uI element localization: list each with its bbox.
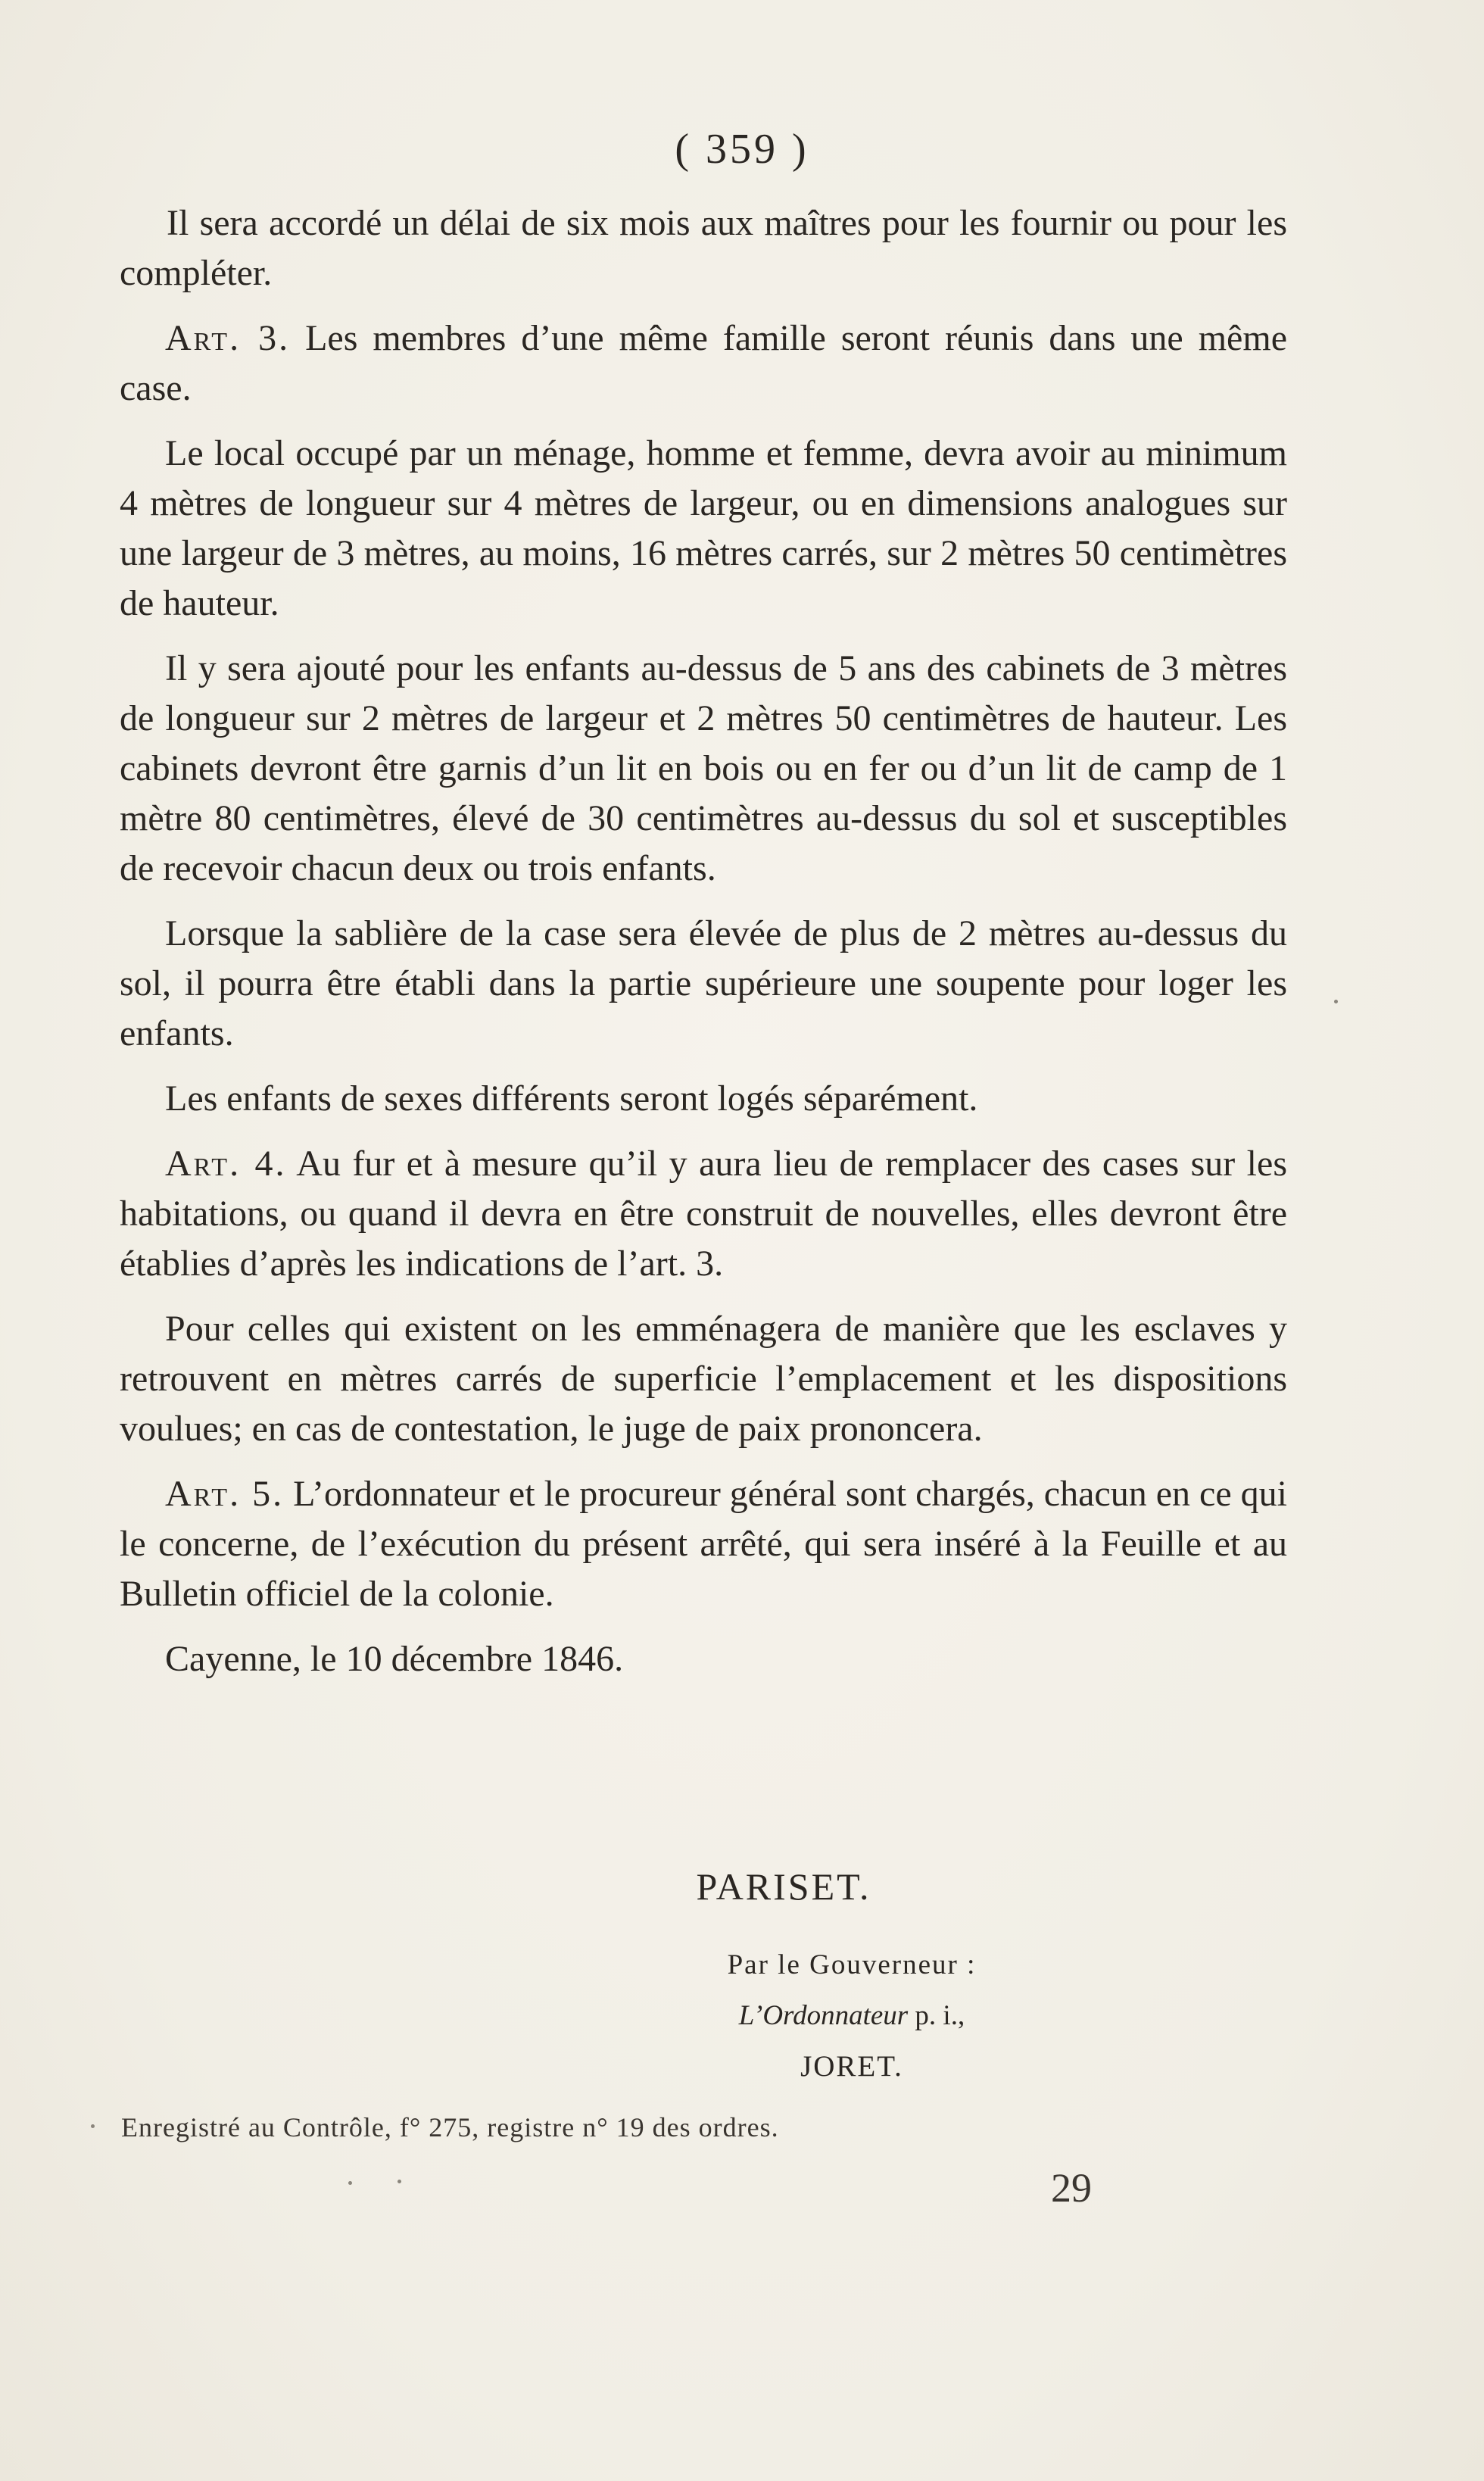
paragraph	[120, 1304, 1287, 1454]
article-label: Art. 5.	[165, 1474, 285, 1514]
paragraph-text: Au fur et à mesure qu’il y aura lieu de remplacer des cases sur les habitations, ou quand il devra en être construit de nouvelles, elles devront être établies d’après les indications de l’art. 3.	[120, 1144, 1287, 1284]
paragraph	[120, 909, 1287, 1059]
paragraph-text: Le local occupé par un ménage, homme et femme, devra avoir au minimum 4 mètres de longueur sur 4 mètres de largeur, ou en dimensions analogues sur une largeur de 3 mètres, au moins, 16 mètres carrés, sur 2 mètres 50 centimètres de hauteur.	[120, 433, 1287, 623]
page-number: ( 359 )	[675, 126, 809, 173]
paper-speck	[348, 2181, 352, 2185]
paper-speck	[91, 2124, 95, 2128]
ordonnateur-title: L’Ordonnateur	[738, 2000, 909, 2031]
paragraph-text: Il y sera ajouté pour les enfants au-dessus de 5 ans des cabinets de 3 mètres de longueur sur 2 mètres de largeur et 2 mètres 50 centimètres de hauteur. Les cabinets devront être garnis d’un lit en bois ou en fer ou d’un lit de camp de 1 mètre 80 centimètres, élevé de 30 centimètres au-dessus du sol et susceptibles de recevoir chacun deux ou trois enfants.	[120, 648, 1287, 888]
paper-speck	[1334, 1000, 1338, 1003]
countersignatory-name: JORET.	[800, 2050, 903, 2083]
paragraph-text: Les enfants de sexes différents seront logés séparément.	[165, 1078, 978, 1119]
paragraph	[120, 314, 1287, 414]
paragraph	[120, 1139, 1287, 1289]
paragraph-text: Il sera accordé un délai de six mois aux maîtres pour les fournir ou pour les compléter.	[120, 203, 1287, 293]
signature-mark: 29	[1051, 2165, 1092, 2211]
signatory-name: PARISET.	[696, 1865, 871, 1908]
paragraph-text: L’ordonnateur et le procureur général sont chargés, chacun en ce qui le concerne, de l’exécution du présent arrêté, qui sera inséré à la Feuille et au Bulletin officiel de la colonie.	[120, 1474, 1288, 1614]
article-label: Art. 3.	[165, 318, 291, 358]
article-label: Art. 4.	[165, 1144, 287, 1184]
ordonnateur-suffix: p. i.,	[908, 2000, 965, 2031]
paragraph	[120, 198, 1287, 298]
paragraph	[120, 644, 1287, 894]
paragraph-text: Pour celles qui existent on les emménagera de manière que les esclaves y retrouvent en mètres carrés de superficie l’emplacement et les dispositions voulues; en cas de contestation, le juge de paix prononcera.	[120, 1309, 1287, 1449]
paragraph	[120, 1074, 1287, 1124]
ordonnateur-line	[110, 1999, 1484, 2032]
paragraph-text: Cayenne, le 10 décembre 1846.	[165, 1639, 624, 1679]
paragraph	[120, 1469, 1287, 1619]
paragraph	[120, 429, 1287, 629]
paragraph	[120, 1634, 1287, 1684]
paper-speck	[398, 2180, 401, 2183]
paragraph-text: Lorsque la sablière de la case sera élevée de plus de 2 mètres au-dessus du sol, il pourra être établi dans la partie supérieure une soupente pour loger les enfants.	[120, 913, 1287, 1053]
paragraph-text: Les membres d’une même famille seront réunis dans une même case.	[120, 318, 1288, 408]
by-governor-line: Par le Gouverneur :	[727, 1949, 977, 1980]
body-text	[120, 198, 1287, 1699]
registry-note: Enregistré au Contrôle, f° 275, registre n° 19 des ordres.	[121, 2112, 779, 2142]
